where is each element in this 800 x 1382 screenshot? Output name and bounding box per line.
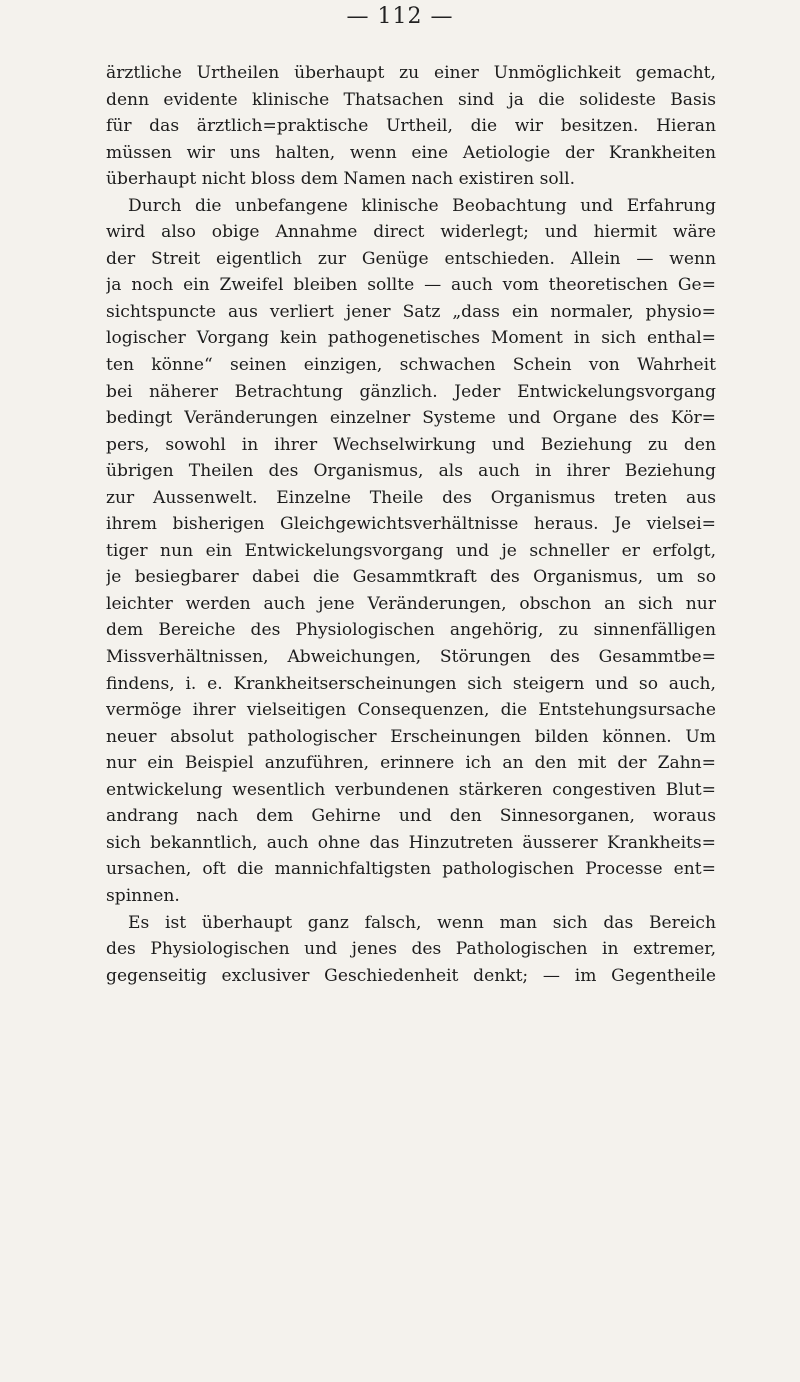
- text-line: ärztliche Urtheilen überhaupt zu einer Unmöglichkeit gemacht,: [106, 63, 716, 83]
- text-line: pers, sowohl in ihrer Wechselwirkung und Beziehung zu den: [106, 434, 716, 455]
- text-line: ten könne“ seinen einzigen, schwachen Schein von Wahrheit: [106, 355, 716, 376]
- text-line: überhaupt nicht bloss dem Namen nach existiren soll.: [106, 169, 576, 190]
- text-line: je besiegbarer dabei die Gesammtkraft des Organismus, um so: [106, 567, 716, 588]
- text-line: nur ein Beispiel anzuführen, erinnere ich an den mit der Zahn=: [106, 753, 716, 774]
- text-line: leichter werden auch jene Veränderungen, obschon an sich nur: [106, 593, 716, 614]
- text-line: übrigen Theilen des Organismus, als auch in ihrer Beziehung: [106, 461, 716, 482]
- text-line: Durch die unbefangene klinische Beobachtung und Erfahrung: [128, 195, 716, 216]
- text-line: für das ärztlich=praktische Urtheil, die wir besitzen. Hieran: [106, 116, 716, 137]
- text-line: des Physiologischen und jenes des Pathologischen in extremer,: [106, 939, 716, 960]
- text-line: wird also obige Annahme direct widerlegt; und hiermit wäre: [106, 222, 716, 243]
- text-line: sich bekanntlich, auch ohne das Hinzutreten äusserer Krankheits=: [106, 832, 716, 853]
- text-line: andrang nach dem Gehirne und den Sinnesorganen, woraus: [106, 806, 716, 827]
- text-line: logischer Vorgang kein pathogenetisches Moment in sich enthal=: [106, 328, 716, 349]
- text-line: ursachen, oft die mannichfaltigsten pathologischen Processe ent=: [106, 859, 716, 880]
- text-line: Missverhältnissen, Abweichungen, Störungen des Gesammtbe=: [106, 647, 716, 668]
- text-line: entwickelung wesentlich verbundenen stärkeren congestiven Blut=: [106, 779, 716, 800]
- text-line: findens, i. e. Krankheitserscheinungen sich steigern und so auch,: [106, 673, 716, 694]
- text-line: neuer absolut pathologischer Erscheinungen bilden können. Um: [106, 726, 716, 747]
- text-line: bedingt Veränderungen einzelner Systeme und Organe des Kör=: [106, 408, 716, 429]
- text-line: spinnen.: [106, 885, 180, 906]
- text-line: müssen wir uns halten, wenn eine Aetiologie der Krankheiten: [106, 142, 716, 163]
- text-line: Es ist überhaupt ganz falsch, wenn man sich das Bereich: [128, 912, 716, 933]
- text-line: ja noch ein Zweifel bleiben sollte — auch vom theoretischen Ge=: [106, 275, 716, 296]
- text-line: vermöge ihrer vielseitigen Consequenzen, die Entstehungsursache: [106, 700, 716, 721]
- text-line: ihrem bisherigen Gleichgewichtsverhältnisse heraus. Je vielsei=: [106, 514, 716, 535]
- text-line: dem Bereiche des Physiologischen angehörig, zu sinnenfälligen: [106, 620, 716, 641]
- text-line: gegenseitig exclusiver Geschiedenheit denkt; — im Gegentheile: [106, 965, 716, 986]
- page-number-header: — 112 —: [346, 4, 454, 29]
- text-line: tiger nun ein Entwickelungsvorgang und je schneller er erfolgt,: [106, 540, 716, 561]
- text-line: zur Aussenwelt. Einzelne Theile des Organismus treten aus: [106, 487, 716, 508]
- text-line: sichtspuncte aus verliert jener Satz „dass ein normaler, physio=: [106, 301, 716, 322]
- text-line: der Streit eigentlich zur Genüge entschieden. Allein — wenn: [106, 248, 716, 269]
- body-text: [106, 60, 716, 989]
- text-line: denn evidente klinische Thatsachen sind ja die solideste Basis: [106, 89, 716, 110]
- text-line: bei näherer Betrachtung gänzlich. Jeder Entwickelungsvorgang: [106, 381, 716, 402]
